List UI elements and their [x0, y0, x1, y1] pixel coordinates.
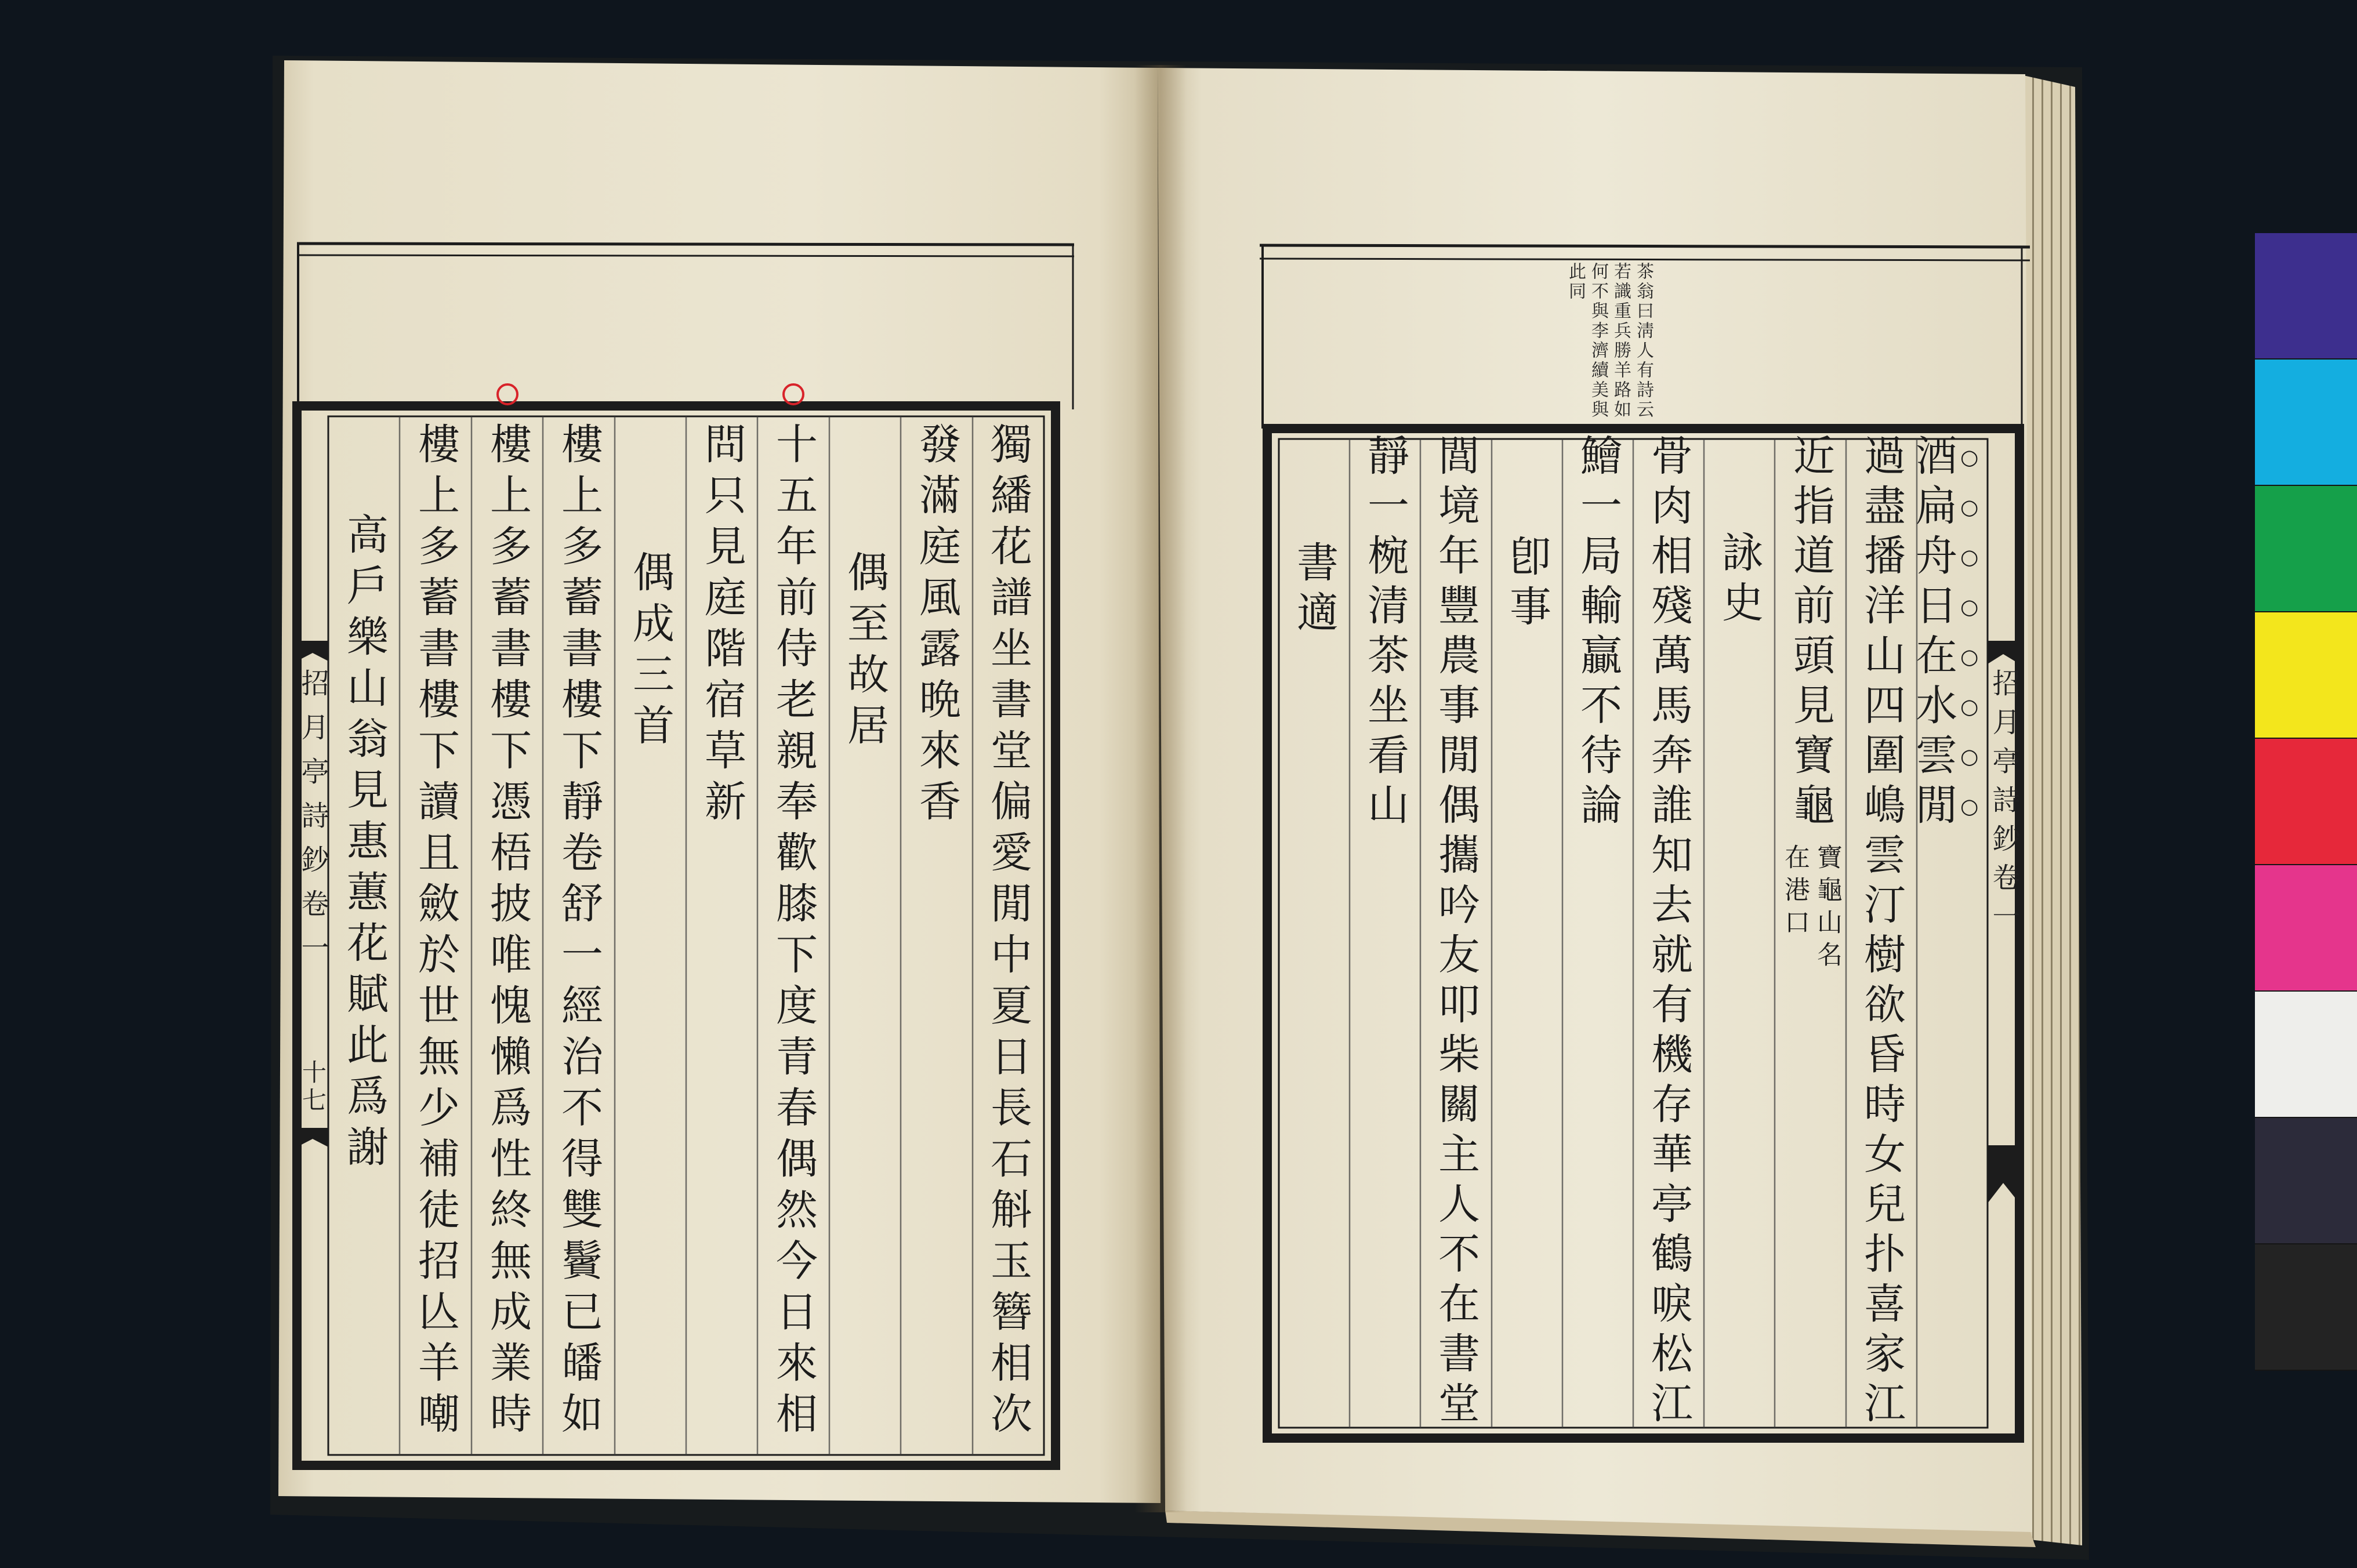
color-checker-strip: [2255, 233, 2357, 1371]
page-number: 十七: [299, 1059, 327, 1115]
right-header-note-line-1: 茶翁曰淸人有詩云: [1633, 262, 1653, 420]
left-gutter-title: 招月亭詩鈔卷一: [296, 669, 329, 977]
color-patch-dark-gray: [2255, 1118, 2357, 1244]
left-col-1: 獨繙花譜坐書堂偏愛閒中夏日長石斛玉簪相次: [984, 422, 1032, 1443]
right-col-2: 過盡播洋山四圍嶋雲汀樹欲昏時女兒扑喜家江: [1857, 434, 1906, 1431]
left-col-7: 樓上多蓄書樓下靜卷舒一經治不得雙鬢已皤如: [554, 422, 603, 1443]
poem-title-takado: 高戶樂山翁見惠蕙花賦此爲謝: [340, 513, 389, 1176]
color-patch-white: [2255, 992, 2357, 1118]
right-col-5: 骨肉相殘萬馬奔誰知去就有機存華亭鶴唳松江: [1644, 434, 1693, 1431]
color-patch-black: [2255, 1244, 2357, 1371]
right-inline-note-right: 寶龜山名: [1812, 844, 1842, 974]
color-patch-yellow: [2255, 612, 2357, 739]
color-patch-magenta: [2255, 865, 2357, 992]
right-header-note-line-3: 何不與李濟續美與: [1588, 262, 1608, 420]
poem-title-sokuji: 卽事: [1503, 535, 1551, 634]
left-col-2: 發滿庭風露晩來香: [912, 422, 961, 830]
right-header-rule-outer: [1260, 245, 2030, 247]
left-header-rule-outer: [297, 244, 1074, 245]
poem-title-shoteki: 書適: [1290, 540, 1339, 640]
right-gutter-title: 招月亭詩鈔卷一: [1988, 669, 2020, 941]
left-col-9: 樓上多蓄書樓下讀且斂於世無少補徒招亾羊嘲: [411, 422, 460, 1443]
right-col-6: 鱠一局輸贏不待論: [1573, 434, 1622, 833]
poem-title-guusei-sanshu: 偶成三首: [626, 550, 675, 754]
right-col-3: 近指道前頭見寶龜: [1786, 434, 1835, 833]
right-col-8: 閭境年豐農事閒偶攜吟友叩柴關主人不在書堂: [1431, 434, 1480, 1431]
right-col-1: 酒扁舟日在水雲閒: [1909, 434, 1957, 833]
left-col-4: 十五年前侍老親奉歡膝下度青春偶然今日來相: [769, 422, 818, 1443]
left-header-rule-inner: [297, 255, 1074, 256]
poem-title-guushi-kokyo: 偶至故居: [840, 550, 889, 754]
left-col-5: 問只見庭階宿草新: [698, 422, 746, 830]
color-patch-green: [2255, 486, 2357, 612]
fold-shadow: [1134, 65, 1187, 1512]
color-patch-red: [2255, 739, 2357, 865]
poem-title-eishi: 詠史: [1715, 531, 1764, 630]
right-inline-note-left: 在港口: [1780, 844, 1810, 941]
right-header-note-line-2: 若識重兵勝羊路如: [1611, 262, 1631, 420]
color-patch-cyan: [2255, 360, 2357, 486]
left-col-8: 樓上多蓄書樓下憑梧披唯愧懶爲性終無成業時: [483, 422, 532, 1443]
color-patch-violet: [2255, 233, 2357, 360]
right-header-note-line-4: 此同: [1565, 262, 1586, 302]
right-col-9: 靜一椀清茶坐看山: [1361, 434, 1409, 833]
